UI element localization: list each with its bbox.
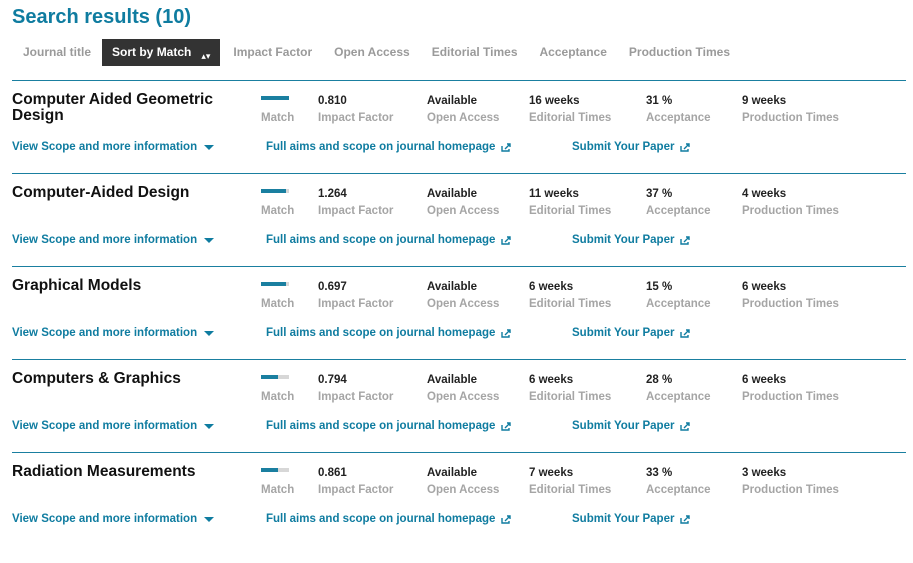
open-access-value: Available <box>427 374 478 386</box>
chevron-down-icon <box>204 424 214 429</box>
journal-name: Computer-Aided Design <box>12 184 190 201</box>
submit-paper-label: Submit Your Paper <box>572 141 675 153</box>
journal-name: Computer Aided Geometric Design <box>12 91 213 124</box>
sort-bar <box>12 39 741 66</box>
match-bar <box>261 468 289 472</box>
match-bar-fill <box>261 468 278 472</box>
acceptance-value: 33 % <box>646 467 673 479</box>
open-access-metric <box>427 280 499 310</box>
view-scope-link[interactable] <box>12 420 266 432</box>
sort-arrow-icon: ▴▾ <box>201 51 211 61</box>
editorial-times-value: 6 weeks <box>529 281 574 293</box>
result-item <box>12 359 906 452</box>
match-bar <box>261 96 289 100</box>
full-aims-link[interactable] <box>266 141 572 153</box>
sort-by-match-label: Sort by Match <box>112 45 192 59</box>
external-link-icon <box>501 515 511 524</box>
sort-journal-title[interactable]: Journal title <box>23 45 92 59</box>
acceptance-metric <box>646 373 711 403</box>
impact-factor-metric <box>318 187 393 217</box>
open-access-label: Open Access <box>427 391 500 403</box>
match-label: Match <box>261 112 295 124</box>
production-times-metric <box>742 187 839 217</box>
acceptance-metric <box>646 94 711 124</box>
open-access-value: Available <box>427 95 478 107</box>
impact-factor-metric <box>318 280 393 310</box>
sort-editorial-times[interactable]: Editorial Times <box>431 45 518 59</box>
match-metric <box>261 280 294 310</box>
match-bar <box>261 189 289 193</box>
acceptance-label: Acceptance <box>646 391 711 403</box>
full-aims-link[interactable] <box>266 327 572 339</box>
full-aims-label: Full aims and scope on journal homepage <box>266 513 496 525</box>
external-link-icon <box>501 143 511 152</box>
match-bar-fill <box>261 96 289 100</box>
impact-factor-metric <box>318 94 393 124</box>
match-bar <box>261 375 289 379</box>
production-times-label: Production Times <box>742 484 839 496</box>
acceptance-metric <box>646 466 711 496</box>
match-metric <box>261 373 294 403</box>
match-label: Match <box>261 205 295 217</box>
production-times-label: Production Times <box>742 298 839 310</box>
open-access-label: Open Access <box>427 484 500 496</box>
acceptance-label: Acceptance <box>646 484 711 496</box>
submit-paper-label: Submit Your Paper <box>572 327 675 339</box>
match-bar <box>261 282 289 286</box>
sort-by-match[interactable] <box>102 39 220 66</box>
result-links <box>12 327 690 339</box>
result-item <box>12 266 906 359</box>
acceptance-label: Acceptance <box>646 112 711 124</box>
impact-factor-metric <box>318 466 393 496</box>
results-list <box>12 80 906 545</box>
production-times-value: 9 weeks <box>742 95 787 107</box>
view-scope-label: View Scope and more information <box>12 420 198 432</box>
impact-factor-value: 0.697 <box>318 281 347 293</box>
editorial-times-label: Editorial Times <box>529 298 612 310</box>
result-links <box>12 141 690 153</box>
submit-paper-link[interactable] <box>572 327 690 339</box>
impact-factor-metric <box>318 373 393 403</box>
external-link-icon <box>680 515 690 524</box>
impact-factor-label: Impact Factor <box>318 205 394 217</box>
chevron-down-icon <box>204 145 214 150</box>
match-metric <box>261 187 294 217</box>
match-label: Match <box>261 391 295 403</box>
editorial-times-metric <box>529 94 611 124</box>
full-aims-link[interactable] <box>266 420 572 432</box>
submit-paper-link[interactable] <box>572 234 690 246</box>
acceptance-value: 15 % <box>646 281 673 293</box>
result-item <box>12 80 906 173</box>
match-label: Match <box>261 484 295 496</box>
editorial-times-value: 7 weeks <box>529 467 574 479</box>
external-link-icon <box>680 329 690 338</box>
view-scope-label: View Scope and more information <box>12 141 198 153</box>
journal-name: Graphical Models <box>12 277 142 294</box>
external-link-icon <box>501 236 511 245</box>
editorial-times-label: Editorial Times <box>529 484 612 496</box>
production-times-metric <box>742 373 839 403</box>
submit-paper-link[interactable] <box>572 513 690 525</box>
impact-factor-value: 1.264 <box>318 188 347 200</box>
acceptance-value: 28 % <box>646 374 673 386</box>
editorial-times-value: 6 weeks <box>529 374 574 386</box>
editorial-times-label: Editorial Times <box>529 391 612 403</box>
view-scope-link[interactable] <box>12 327 266 339</box>
open-access-label: Open Access <box>427 112 500 124</box>
open-access-value: Available <box>427 281 478 293</box>
sort-acceptance[interactable]: Acceptance <box>539 45 607 59</box>
submit-paper-link[interactable] <box>572 420 690 432</box>
open-access-label: Open Access <box>427 298 500 310</box>
production-times-metric <box>742 466 839 496</box>
open-access-metric <box>427 94 499 124</box>
open-access-metric <box>427 373 499 403</box>
external-link-icon <box>680 422 690 431</box>
result-links <box>12 234 690 246</box>
journal-name: Radiation Measurements <box>12 463 196 480</box>
full-aims-label: Full aims and scope on journal homepage <box>266 420 496 432</box>
match-label: Match <box>261 298 295 310</box>
acceptance-label: Acceptance <box>646 298 711 310</box>
page-title: Search results (10) <box>12 6 191 28</box>
external-link-icon <box>680 236 690 245</box>
full-aims-link[interactable] <box>266 234 572 246</box>
chevron-down-icon <box>204 238 214 243</box>
open-access-label: Open Access <box>427 205 500 217</box>
acceptance-value: 37 % <box>646 188 673 200</box>
view-scope-link[interactable] <box>12 234 266 246</box>
production-times-label: Production Times <box>742 391 839 403</box>
external-link-icon <box>680 143 690 152</box>
impact-factor-label: Impact Factor <box>318 391 394 403</box>
result-item <box>12 173 906 266</box>
match-bar-fill <box>261 375 278 379</box>
view-scope-link[interactable] <box>12 141 266 153</box>
match-metric <box>261 94 294 124</box>
impact-factor-label: Impact Factor <box>318 112 394 124</box>
view-scope-label: View Scope and more information <box>12 234 198 246</box>
production-times-value: 4 weeks <box>742 188 787 200</box>
external-link-icon <box>501 329 511 338</box>
impact-factor-value: 0.810 <box>318 95 347 107</box>
acceptance-metric <box>646 187 711 217</box>
submit-paper-label: Submit Your Paper <box>572 420 675 432</box>
view-scope-label: View Scope and more information <box>12 513 198 525</box>
sort-open-access[interactable]: Open Access <box>334 45 410 59</box>
editorial-times-metric <box>529 280 611 310</box>
production-times-value: 3 weeks <box>742 467 787 479</box>
full-aims-label: Full aims and scope on journal homepage <box>266 327 496 339</box>
full-aims-label: Full aims and scope on journal homepage <box>266 141 496 153</box>
view-scope-label: View Scope and more information <box>12 327 198 339</box>
editorial-times-label: Editorial Times <box>529 112 612 124</box>
submit-paper-link[interactable] <box>572 141 690 153</box>
chevron-down-icon <box>204 331 214 336</box>
result-links <box>12 420 690 432</box>
acceptance-metric <box>646 280 711 310</box>
production-times-metric <box>742 94 839 124</box>
submit-paper-label: Submit Your Paper <box>572 513 675 525</box>
open-access-metric <box>427 466 499 496</box>
acceptance-label: Acceptance <box>646 205 711 217</box>
chevron-down-icon <box>204 517 214 522</box>
match-metric <box>261 466 294 496</box>
match-bar-fill <box>261 282 286 286</box>
view-scope-link[interactable] <box>12 513 266 525</box>
open-access-value: Available <box>427 467 478 479</box>
external-link-icon <box>501 422 511 431</box>
impact-factor-value: 0.794 <box>318 374 347 386</box>
production-times-label: Production Times <box>742 112 839 124</box>
journal-name: Computers & Graphics <box>12 370 181 387</box>
full-aims-label: Full aims and scope on journal homepage <box>266 234 496 246</box>
editorial-times-value: 11 weeks <box>529 188 579 200</box>
impact-factor-value: 0.861 <box>318 467 347 479</box>
editorial-times-label: Editorial Times <box>529 205 612 217</box>
production-times-value: 6 weeks <box>742 281 787 293</box>
editorial-times-metric <box>529 466 611 496</box>
open-access-value: Available <box>427 188 478 200</box>
submit-paper-label: Submit Your Paper <box>572 234 675 246</box>
match-bar-fill <box>261 189 286 193</box>
sort-impact-factor[interactable]: Impact Factor <box>233 45 313 59</box>
production-times-value: 6 weeks <box>742 374 787 386</box>
production-times-label: Production Times <box>742 205 839 217</box>
editorial-times-metric <box>529 373 611 403</box>
full-aims-link[interactable] <box>266 513 572 525</box>
impact-factor-label: Impact Factor <box>318 484 394 496</box>
sort-production-times[interactable]: Production Times <box>628 45 731 59</box>
result-links <box>12 513 690 525</box>
impact-factor-label: Impact Factor <box>318 298 394 310</box>
acceptance-value: 31 % <box>646 95 673 107</box>
open-access-metric <box>427 187 499 217</box>
production-times-metric <box>742 280 839 310</box>
result-item <box>12 452 906 545</box>
editorial-times-metric <box>529 187 611 217</box>
editorial-times-value: 16 weeks <box>529 95 580 107</box>
